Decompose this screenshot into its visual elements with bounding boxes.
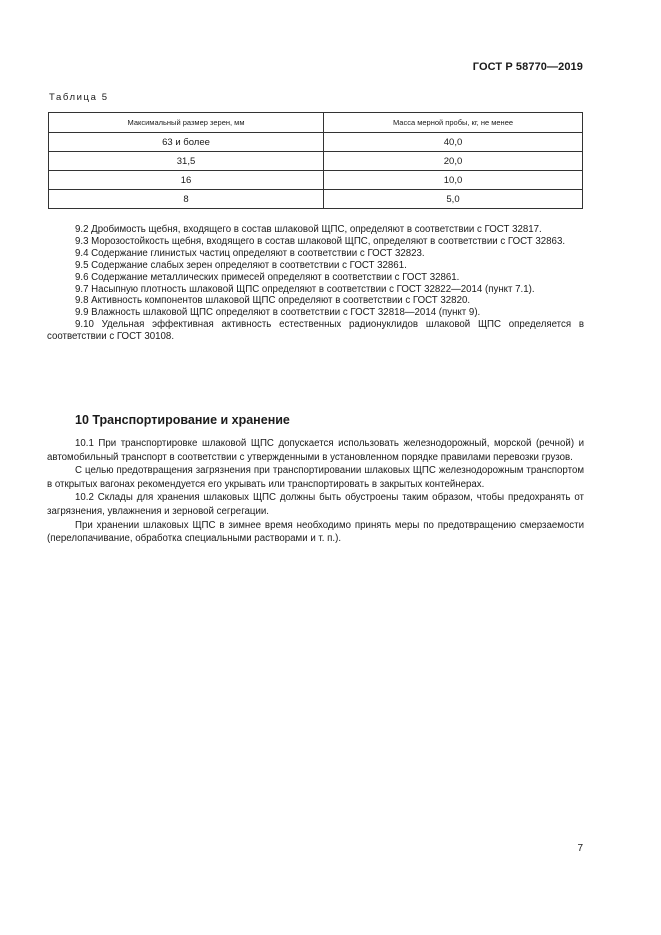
paragraph: 9.2 Дробимость щебня, входящего в состав шлаковой ЩПС, определяют в соответствии с ГОСТ 32817. bbox=[75, 224, 542, 235]
table-row bbox=[49, 152, 583, 171]
paragraph: 9.5 Содержание слабых зерен определяют в соответствии с ГОСТ 32861. bbox=[75, 259, 407, 271]
table-cell: 20,0 bbox=[324, 152, 583, 171]
table-cell: 10,0 bbox=[324, 171, 583, 190]
table-cell: 40,0 bbox=[324, 133, 583, 152]
table-row bbox=[49, 133, 583, 152]
table-cell: 16 bbox=[49, 171, 324, 190]
paragraph: 9.4 Содержание глинистых частиц определяют в соответствии с ГОСТ 32823. bbox=[75, 247, 425, 259]
table-cell: 5,0 bbox=[324, 190, 583, 209]
table-cell: 63 и более bbox=[49, 133, 324, 152]
paragraph: 9.9 Влажность шлаковой ЩПС определяют в соответствии с ГОСТ 32818—2014 (пункт 9). bbox=[75, 307, 481, 319]
table-header-row bbox=[49, 113, 583, 133]
table-row bbox=[49, 190, 583, 209]
section-heading: 10 Транспортирование и хранение bbox=[75, 413, 290, 427]
paragraph: С целью предотвращения загрязнения при транспортировании шлаковых ЩПС железнодорожным транспортом в открытых вагонах рекомендуется его укрывать или транспортировать в закрытых контейнерах. bbox=[47, 465, 584, 490]
section-10-text bbox=[47, 437, 584, 546]
column-header: Масса мерной пробы, кг, не менее bbox=[324, 113, 583, 133]
section-9-text bbox=[47, 224, 584, 343]
data-table bbox=[48, 112, 583, 209]
paragraph: 9.3 Морозостойкость щебня, входящего в состав шлаковой ЩПС, определяют в соответствии с ГОСТ 32863. bbox=[75, 235, 566, 247]
paragraph: 9.8 Активность компонентов шлаковой ЩПС определяют в соответствии с ГОСТ 32820. bbox=[75, 295, 471, 307]
table-caption: Таблица 5 bbox=[49, 92, 109, 103]
paragraph: 9.10 Удельная эффективная активность естественных радионуклидов шлаковой ЩПС определяется в соответствии с ГОСТ 30108. bbox=[47, 319, 584, 343]
document-header: ГОСТ Р 58770—2019 bbox=[472, 61, 583, 73]
paragraph: При хранении шлаковых ЩПС в зимнее время необходимо принять меры по предотвращению смерзаемости (перелопачивание, обработка специальными растворами и т. п.). bbox=[47, 519, 584, 545]
paragraph: 10.1 При транспортировке шлаковой ЩПС допускается использовать железнодорожный, морской (речной) и автомобильный транспорт в соответствии с утвержденными в установленном порядке правилами перевозки грузов. bbox=[47, 438, 584, 463]
column-header: Максимальный размер зерен, мм bbox=[49, 113, 324, 133]
table-cell: 8 bbox=[49, 190, 324, 209]
paragraph: 9.7 Насыпную плотность шлаковой ЩПС определяют в соответствии с ГОСТ 32822—2014 (пункт 7.1). bbox=[75, 283, 535, 295]
paragraph: 10.2 Склады для хранения шлаковых ЩПС должны быть обустроены таким образом, чтобы предохранять от загрязнения, увлажнения и зерновой сегрегации. bbox=[47, 492, 584, 517]
page-number: 7 bbox=[577, 843, 583, 854]
table-row bbox=[49, 171, 583, 190]
paragraph: 9.6 Содержание металлических примесей определяют в соответствии с ГОСТ 32861. bbox=[75, 271, 460, 283]
table-cell: 31,5 bbox=[49, 152, 324, 171]
